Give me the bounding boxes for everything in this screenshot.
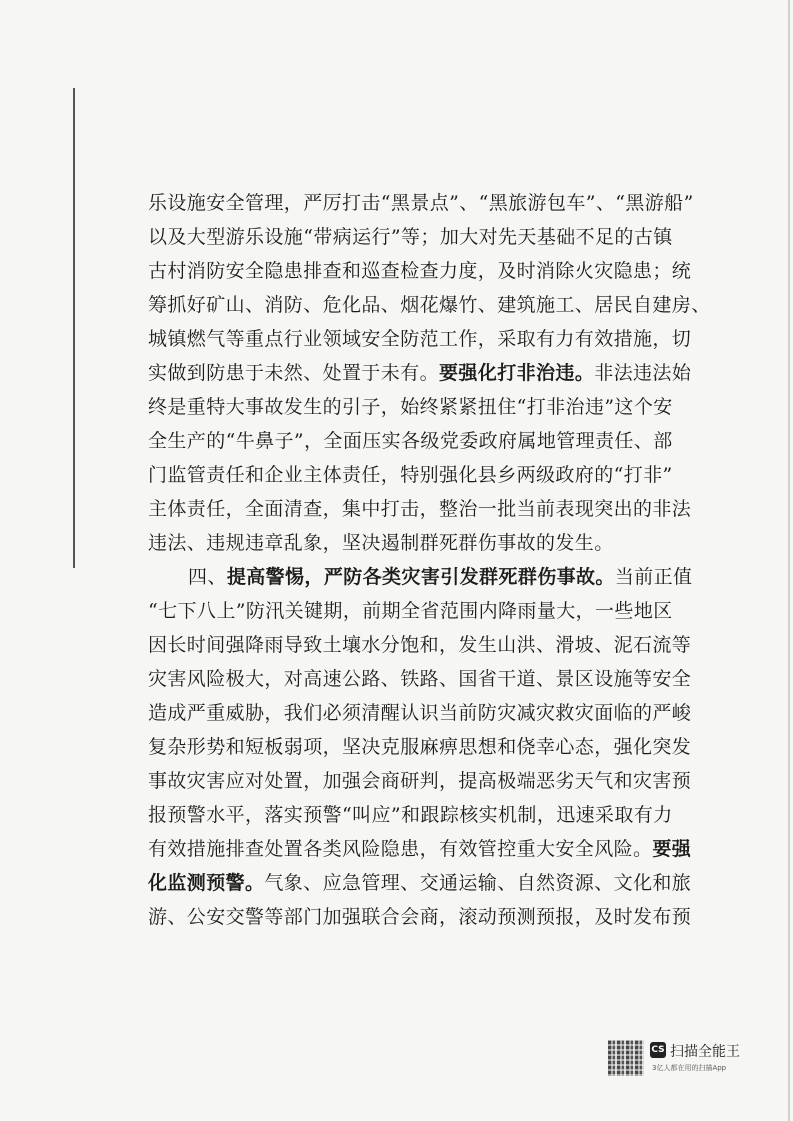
text-line: 城镇燃气等重点行业领域安全防范工作，采取有力有效措施，切: [148, 328, 692, 350]
text-line: 复杂形势和短板弱项，坚决克服麻痹思想和侥幸心态，强化突发: [148, 736, 692, 758]
text-line: 因长时间强降雨导致土壤水分饱和，发生山洪、滑坡、泥石流等: [148, 634, 692, 656]
text-segment: 实做到防患于未然、处置于未有。: [148, 362, 440, 384]
scan-edge-line: [73, 88, 75, 568]
text-line: 灾害风险极大，对高速公路、铁路、国省干道、景区设施等安全: [148, 668, 692, 690]
text-line: [148, 866, 692, 900]
camscanner-watermark: [608, 1040, 758, 1084]
emphasis-heading: 要强化打非治违。: [439, 362, 595, 384]
text-line: 门监管责任和企业主体责任，特别强化县乡两级政府的“打非”: [148, 464, 673, 486]
watermark-tagline: 3亿人都在用的扫描App: [652, 1064, 727, 1072]
text-segment: 当前正值: [614, 566, 693, 588]
camscanner-logo-icon: CS: [650, 1042, 666, 1058]
text-line: 事故灾害应对处置，加强会商研判，提高极端恶劣天气和灾害预: [148, 770, 692, 792]
text-segment: 非法违法始: [594, 362, 692, 384]
text-line: [148, 356, 692, 390]
qr-code-icon: [608, 1040, 644, 1076]
text-line: 游、公安交警等部门加强联合会商，滚动预测预报，及时发布预: [148, 906, 692, 928]
scan-edge-right: [788, 0, 790, 1121]
emphasis-heading: 化监测预警。: [148, 872, 265, 894]
section-heading: 提高警惕，严防各类灾害引发群死群伤事故。: [226, 566, 615, 588]
text-line: 报预警水平，落实预警“叫应”和跟踪核实机制，迅速采取有力: [148, 804, 673, 826]
text-line: “七下八上”防汛关键期，前期全省范围内降雨量大，一些地区: [148, 600, 673, 622]
text-line: 违法、违规违章乱象，坚决遏制群死群伤事故的发生。: [148, 532, 614, 554]
text-line: 筹抓好矿山、消防、危化品、烟花爆竹、建筑施工、居民自建房、: [148, 294, 711, 316]
text-line: 古村消防安全隐患排查和巡查检查力度，及时消除火灾隐患；统: [148, 260, 692, 282]
text-line: 造成严重威胁，我们必须清醒认识当前防灾减灾救灾面临的严峻: [148, 702, 692, 724]
text-line: 乐设施安全管理，严厉打击“黑景点”、“黑旅游包车”、“黑游船”: [148, 192, 694, 214]
section-heading-line: [148, 560, 693, 594]
text-line: 全生产的“牛鼻子”，全面压实各级党委政府属地管理责任、部: [148, 430, 673, 452]
text-segment: 有效措施排查处置各类风险隐患，有效管控重大安全风险。: [148, 838, 653, 860]
text-line: 以及大型游乐设施“带病运行”等；加大对先天基础不足的古镇: [148, 226, 673, 248]
watermark-brand: 扫描全能王: [670, 1044, 740, 1060]
text-line: [148, 832, 692, 866]
document-body: [148, 186, 711, 934]
text-line: 终是重特大事故发生的引子，始终紧紧扭住“打非治违”这个安: [148, 396, 673, 418]
text-segment: 气象、应急管理、交通运输、自然资源、文化和旅: [264, 872, 692, 894]
emphasis-heading: 要强: [652, 838, 692, 860]
text-line: 主体责任，全面清查，集中打击，整治一批当前表现突出的非法: [148, 498, 692, 520]
section-number: 四、: [188, 566, 227, 588]
